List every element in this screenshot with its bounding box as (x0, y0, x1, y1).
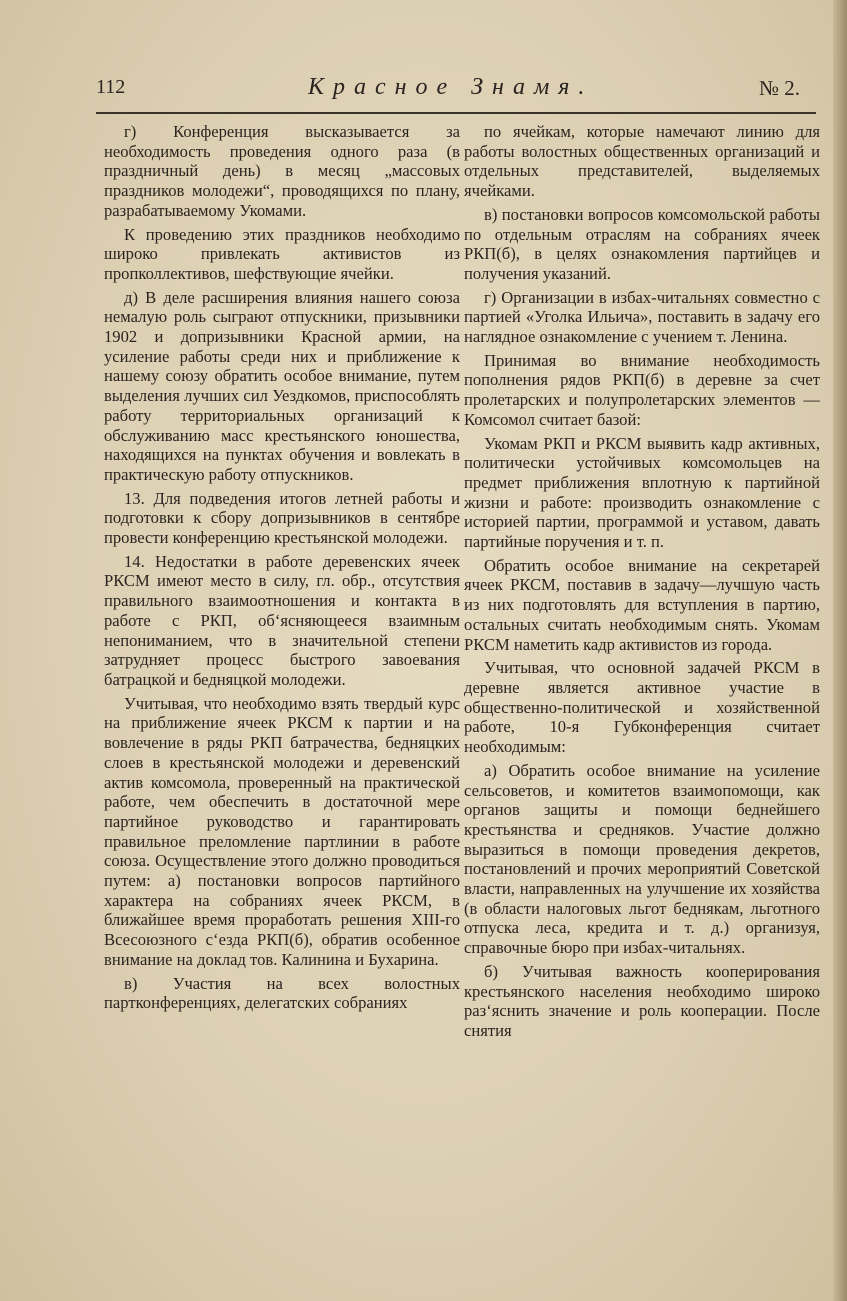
header-rule (96, 112, 816, 114)
page-header (96, 76, 826, 106)
paragraph: Учитывая, что необходимо взять твердый курс на приближение ячеек РКСМ к партии и на вовлечение в ряды РКП батрачества, бедняцких слоев в крестьянской молодежи и деревенский актив комсомола, проверенный на практической работе, чем обеспечить в достаточной мере партийное руководство и гарантировать правильное преломление партлинии в работе союза. Осуществление этого должно проводиться путем: а) постановки вопросов партийного характера на собраниях ячеек РКСМ, в ближайшее время проработать решения XIII-го Всесоюзного с‘езда РКП(б), обратив особенное внимание на доклад тов. Калинина и Бухарина. (104, 693, 460, 969)
paragraph: по ячейкам, которые намечают линию для работы волостных общественных организаций и отдельных представителей, выделяемых ячейками. (464, 122, 820, 201)
left-column (104, 122, 460, 1017)
paragraph: Принимая во внимание необходимость пополнения рядов РКП(б) в деревне за счет пролетарских и полупролетарских элементов — Комсомол считает базой: (464, 350, 820, 429)
paragraph: д) В деле расширения влияния нашего союза немалую роль сыграют отпускники, призывники 1902 и допризывники Красной армии, на усиление работы среди них и приближение к нашему союзу обратить особое внимание, путем выделения лучших сил Уездкомов, приспособлять работу территориальных организаций к обслуживанию масс крестьянского юношества, находящихся на пунктах обучения и вовлекать в практическую работу отпускников. (104, 287, 460, 484)
paragraph: Учитывая, что основной задачей РКСМ в деревне является активное участие в общественно-политической и хозяйственной работе, 10-я Губконференция считает необходимым: (464, 658, 820, 757)
paragraph: К проведению этих праздников необходимо широко привлекать активистов из пропколлективов, шефствующие ячейки. (104, 224, 460, 283)
issue-number: № 2. (758, 76, 800, 100)
paragraph: г) Организации в избах-читальнях совместно с партией «Уголка Ильича», поставить в задачу его наглядное ознакомление с учением т. Ленина. (464, 287, 820, 347)
journal-title: Красное Знамя. (308, 74, 594, 100)
page-number: 112 (96, 76, 126, 98)
paragraph: б) Учитывая важность кооперирования крестьянского населения необходимо широко раз‘яснить значение и роль кооперации. После снятия (464, 961, 820, 1040)
paragraph: 14. Недостатки в работе деревенских ячеек РКСМ имеют место в силу, гл. обр., отсутствия правильного взаимоотношения и контакта в работе с РКП, об‘ясняющееся взаимным непониманием, что в значительной степени затрудняет процесс быстрого завоевания батрацкой и бедняцкой молодежи. (104, 551, 460, 689)
paragraph: г) Конференция высказывается за необходимость проведения одного раза (в праздничный день) в месяц „массовых праздников молодежи“, проводящихся по плану, разрабатываемому Укомами. (104, 122, 460, 220)
paragraph: а) Обратить особое внимание на усиление сельсоветов, и комитетов взаимопомощи, как органов защиты и помощи беднейшего крестьянства и средняков. Участие должно выразиться в помощи проведения декретов, постановлений и прочих мероприятий Советской власти, направленных на улучшение их хозяйства (в области налоговых льгот беднякам, льготного отпуска леса, кредита и т. д.) организуя, справочные бюро при избах-читальнях. (464, 760, 820, 958)
paragraph: в) Участия на всех волостных партконференциях, делегатских собраниях (104, 973, 460, 1013)
paragraph: 13. Для подведения итогов летней работы и подготовки к сбору допризывников в сентябре провести конференцию крестьянской молодежи. (104, 488, 460, 548)
page-spine-shadow (833, 0, 847, 1301)
paragraph: Укомам РКП и РКСМ выявить кадр активных, политически устойчивых комсомольцев на предмет приближения вплотную к партийной жизни и работе: производить ознакомление с историей партии, программой и уставом, давать партийные поручения и т. п. (464, 433, 820, 552)
paragraph: в) постановки вопросов комсомольской работы по отдельным отраслям на собраниях ячеек РКП(б), в целях ознакомления партийцев и получения указаний. (464, 204, 820, 283)
right-column (464, 122, 820, 1045)
paragraph: Обратить особое внимание на секретарей ячеек РКСМ, поставив в задачу—лучшую часть из них подготовлять для вступления в партию, остальных считать необходимым снять. Укомам РКСМ наметить кадр активистов из города. (464, 555, 820, 654)
